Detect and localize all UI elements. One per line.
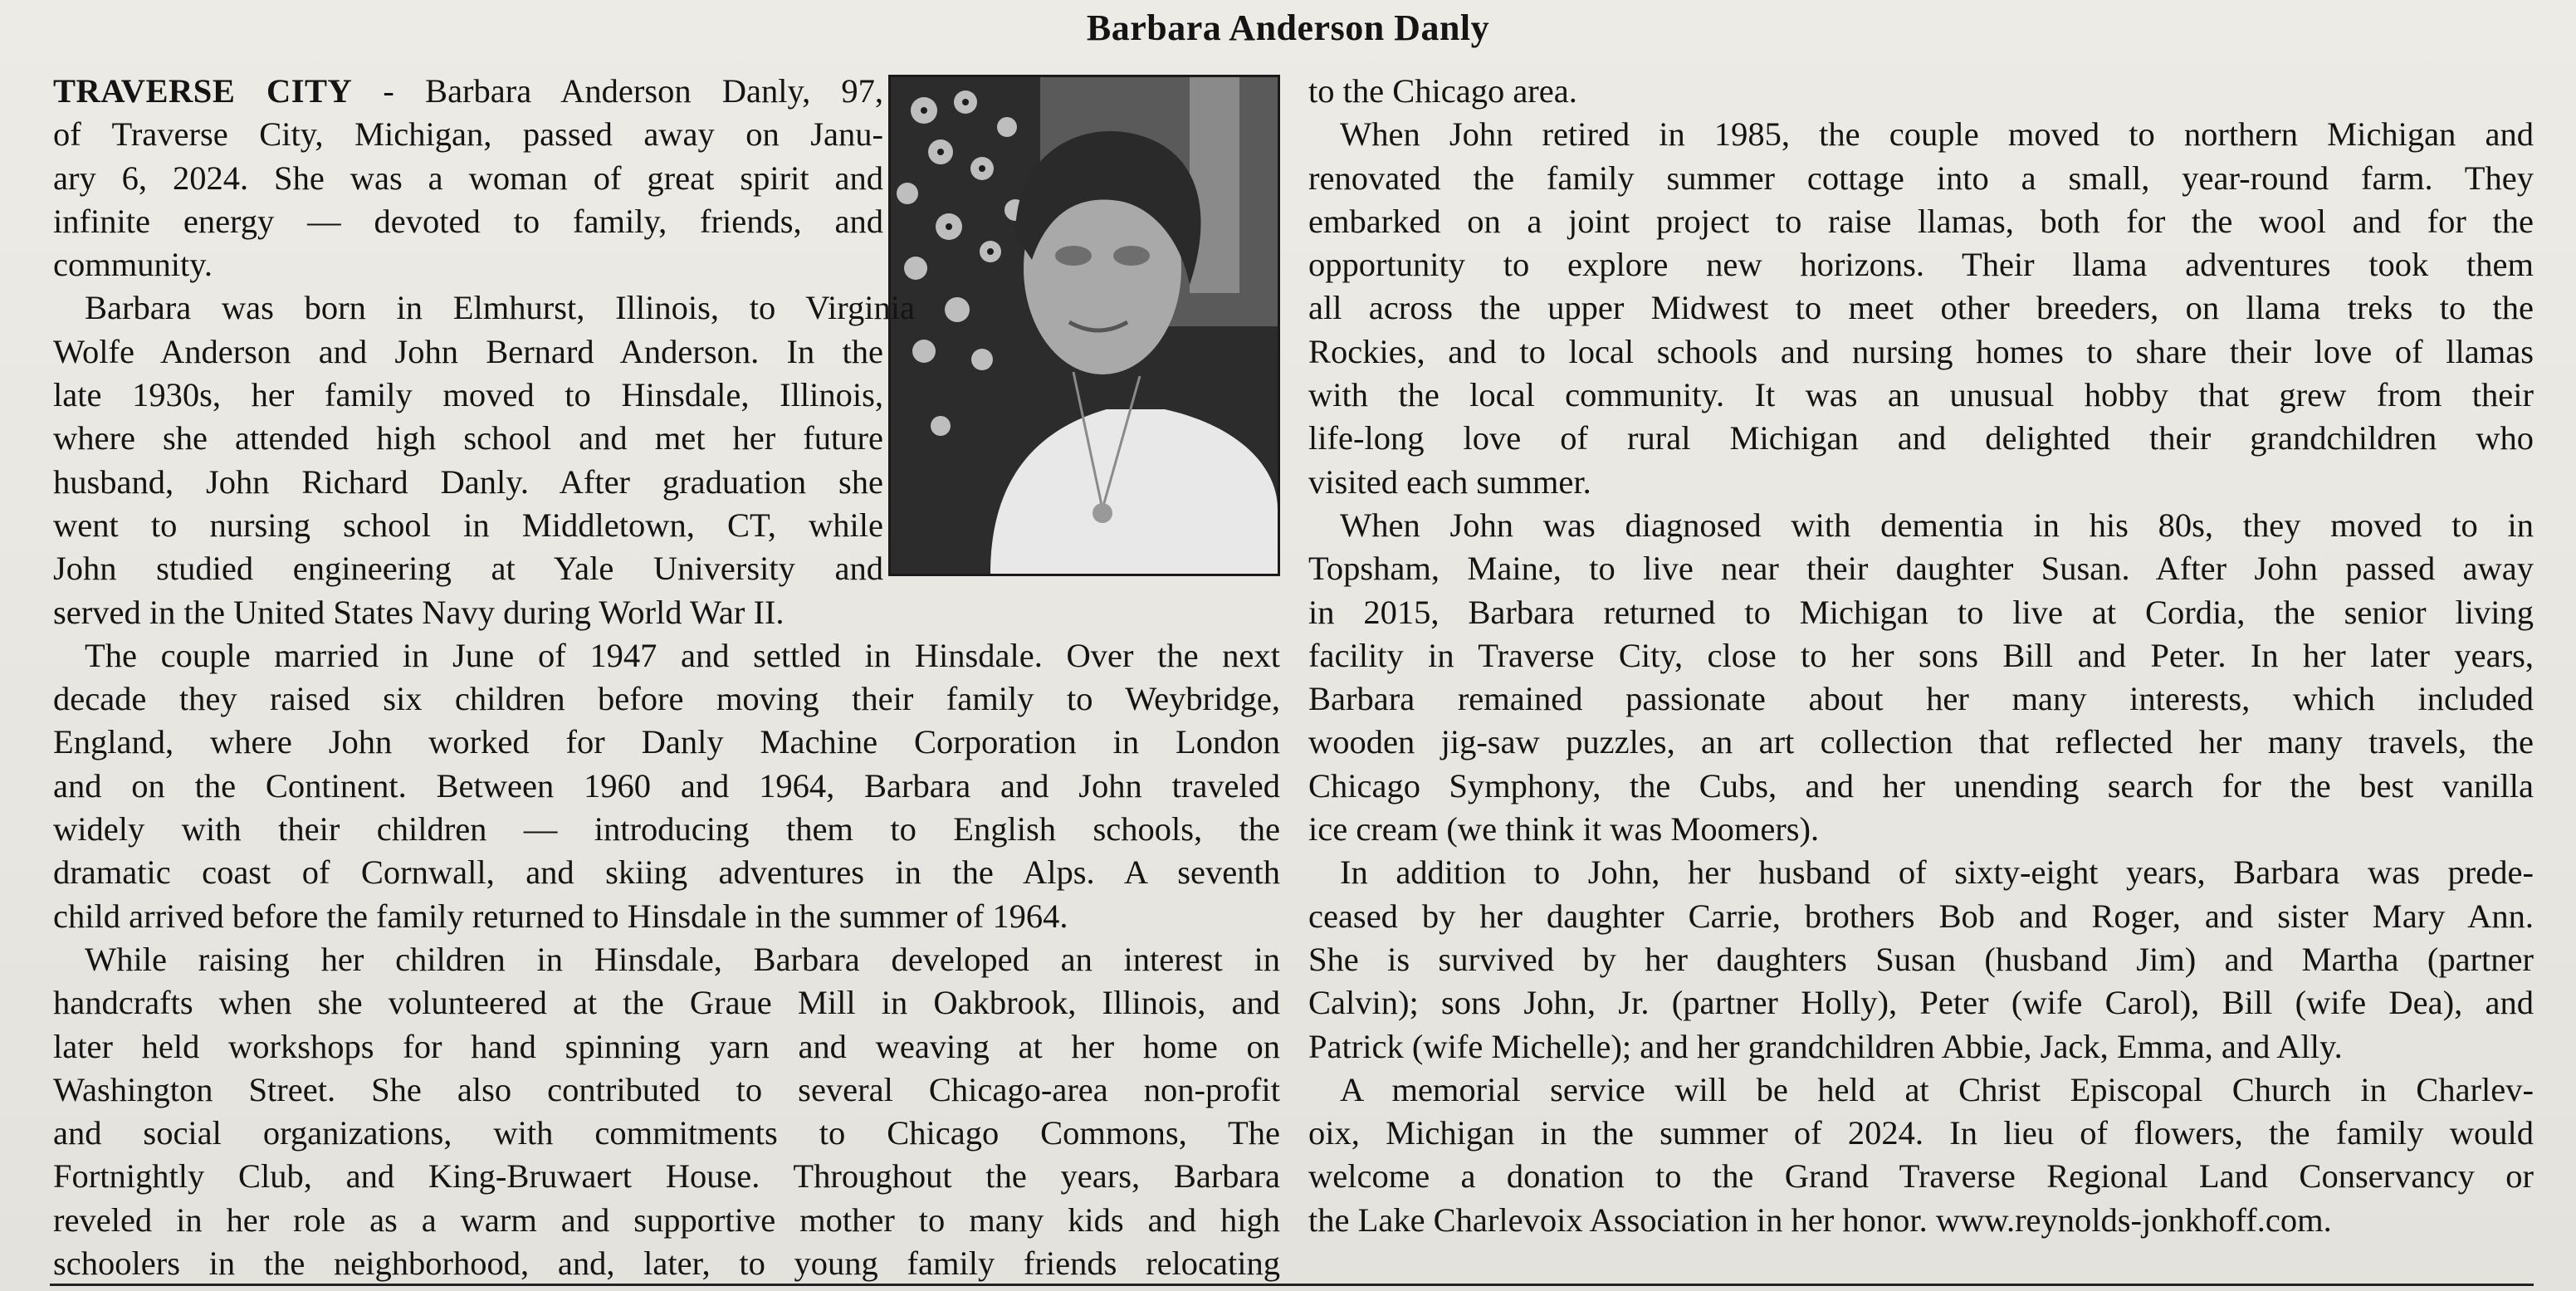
text-line: facility in Traverse City, close to her sons Bill and Peter. In her later years, — [1308, 636, 2534, 674]
text-line: visited each summer. — [1308, 462, 1591, 501]
text-line: A memorial service will be held at Christ Episcopal Church in Charlev- — [1340, 1070, 2534, 1108]
text-line: She is survived by her daughters Susan (husband Jim) and Martha (partner — [1308, 940, 2534, 978]
text-line: Rockies, and to local schools and nursing homes to share their love of llamas — [1308, 332, 2534, 370]
text-line: all across the upper Midwest to meet other breeders, on llama treks to the — [1308, 289, 2534, 327]
text-line: of Traverse City, Michigan, passed away on Janu- — [53, 115, 883, 154]
text-line: and on the Continent. Between 1960 and 1964, Barbara and John traveled — [53, 766, 1280, 804]
text-line: ice cream (we think it was Moomers). — [1308, 810, 1820, 848]
text-line: later held workshops for hand spinning yarn and weaving at her home on — [53, 1027, 1280, 1065]
text-line: child arrived before the family returned to Hinsdale in the summer of 1964. — [53, 897, 1068, 935]
text-line: While raising her children in Hinsdale, Barbara developed an interest in — [85, 940, 1280, 978]
column-right — [1308, 70, 2534, 1242]
text-line: to the Chicago area. — [1308, 72, 1577, 110]
text-line: where she attended high school and met her future — [53, 419, 883, 457]
text-line-body: - Barbara Anderson Danly, 97, — [352, 72, 884, 110]
text-line: and social organizations, with commitments to Chicago Commons, The — [53, 1114, 1280, 1152]
text-line: John studied engineering at Yale University and — [53, 550, 883, 588]
text-line: went to nursing school in Middletown, CT, while — [53, 506, 883, 544]
text-line: renovated the family summer cottage into a small, year-round farm. They — [1308, 159, 2534, 197]
text-line: ary 6, 2024. She was a woman of great spirit and — [53, 159, 883, 197]
text-line: Barbara remained passionate about her many interests, which included — [1308, 680, 2534, 718]
text-line: The couple married in June of 1947 and settled in Hinsdale. Over the next — [85, 636, 1280, 674]
text-line: England, where John worked for Danly Machine Corporation in London — [53, 723, 1280, 761]
text-line: opportunity to explore new horizons. Their llama adventures took them — [1308, 246, 2534, 284]
text-line: welcome a donation to the Grand Traverse Regional Land Conservancy or — [1308, 1157, 2534, 1196]
text-line: the Lake Charlevoix Association in her honor. www.reynolds-jonkhoff.com. — [1308, 1201, 2332, 1239]
text-line — [53, 70, 883, 113]
text-line: decade they raised six children before moving their family to Weybridge, — [53, 680, 1280, 718]
text-line: Washington Street. She also contributed to several Chicago-area non-profit — [53, 1070, 1280, 1108]
text-line: schoolers in the neighborhood, and, later, to young family friends relocating — [53, 1245, 1280, 1283]
text-line: with the local community. It was an unusual hobby that grew from their — [1308, 376, 2534, 414]
text-line: Wolfe Anderson and John Bernard Anderson. In the — [53, 332, 883, 370]
text-line: reveled in her role as a warm and supportive mother to many kids and high — [53, 1201, 1280, 1239]
text-line: late 1930s, her family moved to Hinsdale, Illinois, — [53, 376, 883, 414]
text-line: When John was diagnosed with dementia in his 80s, they moved to in — [1340, 506, 2534, 544]
text-line: embarked on a joint project to raise llamas, both for the wool and for the — [1308, 202, 2534, 240]
text-line: Fortnightly Club, and King-Bruwaert House. Throughout the years, Barbara — [53, 1157, 1280, 1196]
text-line: oix, Michigan in the summer of 2024. In lieu of flowers, the family would — [1308, 1114, 2534, 1152]
text-line: husband, John Richard Danly. After graduation she — [53, 462, 883, 501]
text-line: served in the United States Navy during World War II. — [53, 593, 785, 631]
text-line: In addition to John, her husband of sixty-eight years, Barbara was prede- — [1340, 853, 2534, 892]
headline: Barbara Anderson Danly — [1086, 7, 1490, 48]
text-line: Calvin); sons John, Jr. (partner Holly), Peter (wife Carol), Bill (wife Dea), and — [1308, 984, 2534, 1022]
text-line: handcrafts when she volunteered at the Graue Mill in Oakbrook, Illinois, and — [53, 984, 1280, 1022]
text-line: wooden jig-saw puzzles, an art collection that reflected her many travels, the — [1308, 723, 2534, 761]
text-line: When John retired in 1985, the couple moved to northern Michigan and — [1340, 115, 2534, 154]
text-line: infinite energy — devoted to family, friends, and — [53, 202, 883, 240]
text-line: Chicago Symphony, the Cubs, and her unending search for the best vanilla — [1308, 766, 2534, 804]
text-line: community. — [53, 246, 213, 284]
dateline: TRAVERSE CITY — [53, 72, 353, 110]
text-line: in 2015, Barbara returned to Michigan to live at Cordia, the senior living — [1308, 593, 2534, 631]
text-line: dramatic coast of Cornwall, and skiing adventures in the Alps. A seventh — [53, 853, 1280, 892]
text-line: Topsham, Maine, to live near their daughter Susan. After John passed away — [1308, 550, 2534, 588]
column-left — [53, 70, 1280, 1285]
text-line: Barbara was born in Elmhurst, Illinois, to Virginia — [85, 289, 915, 327]
bottom-rule — [50, 1284, 2534, 1286]
text-line: ceased by her daughter Carrie, brothers Bob and Roger, and sister Mary Ann. — [1308, 897, 2534, 935]
text-line: life-long love of rural Michigan and delighted their grandchildren who — [1308, 419, 2534, 457]
text-line: widely with their children — introducing them to English schools, the — [53, 810, 1280, 848]
text-line: Patrick (wife Michelle); and her grandchildren Abbie, Jack, Emma, and Ally. — [1308, 1027, 2343, 1065]
